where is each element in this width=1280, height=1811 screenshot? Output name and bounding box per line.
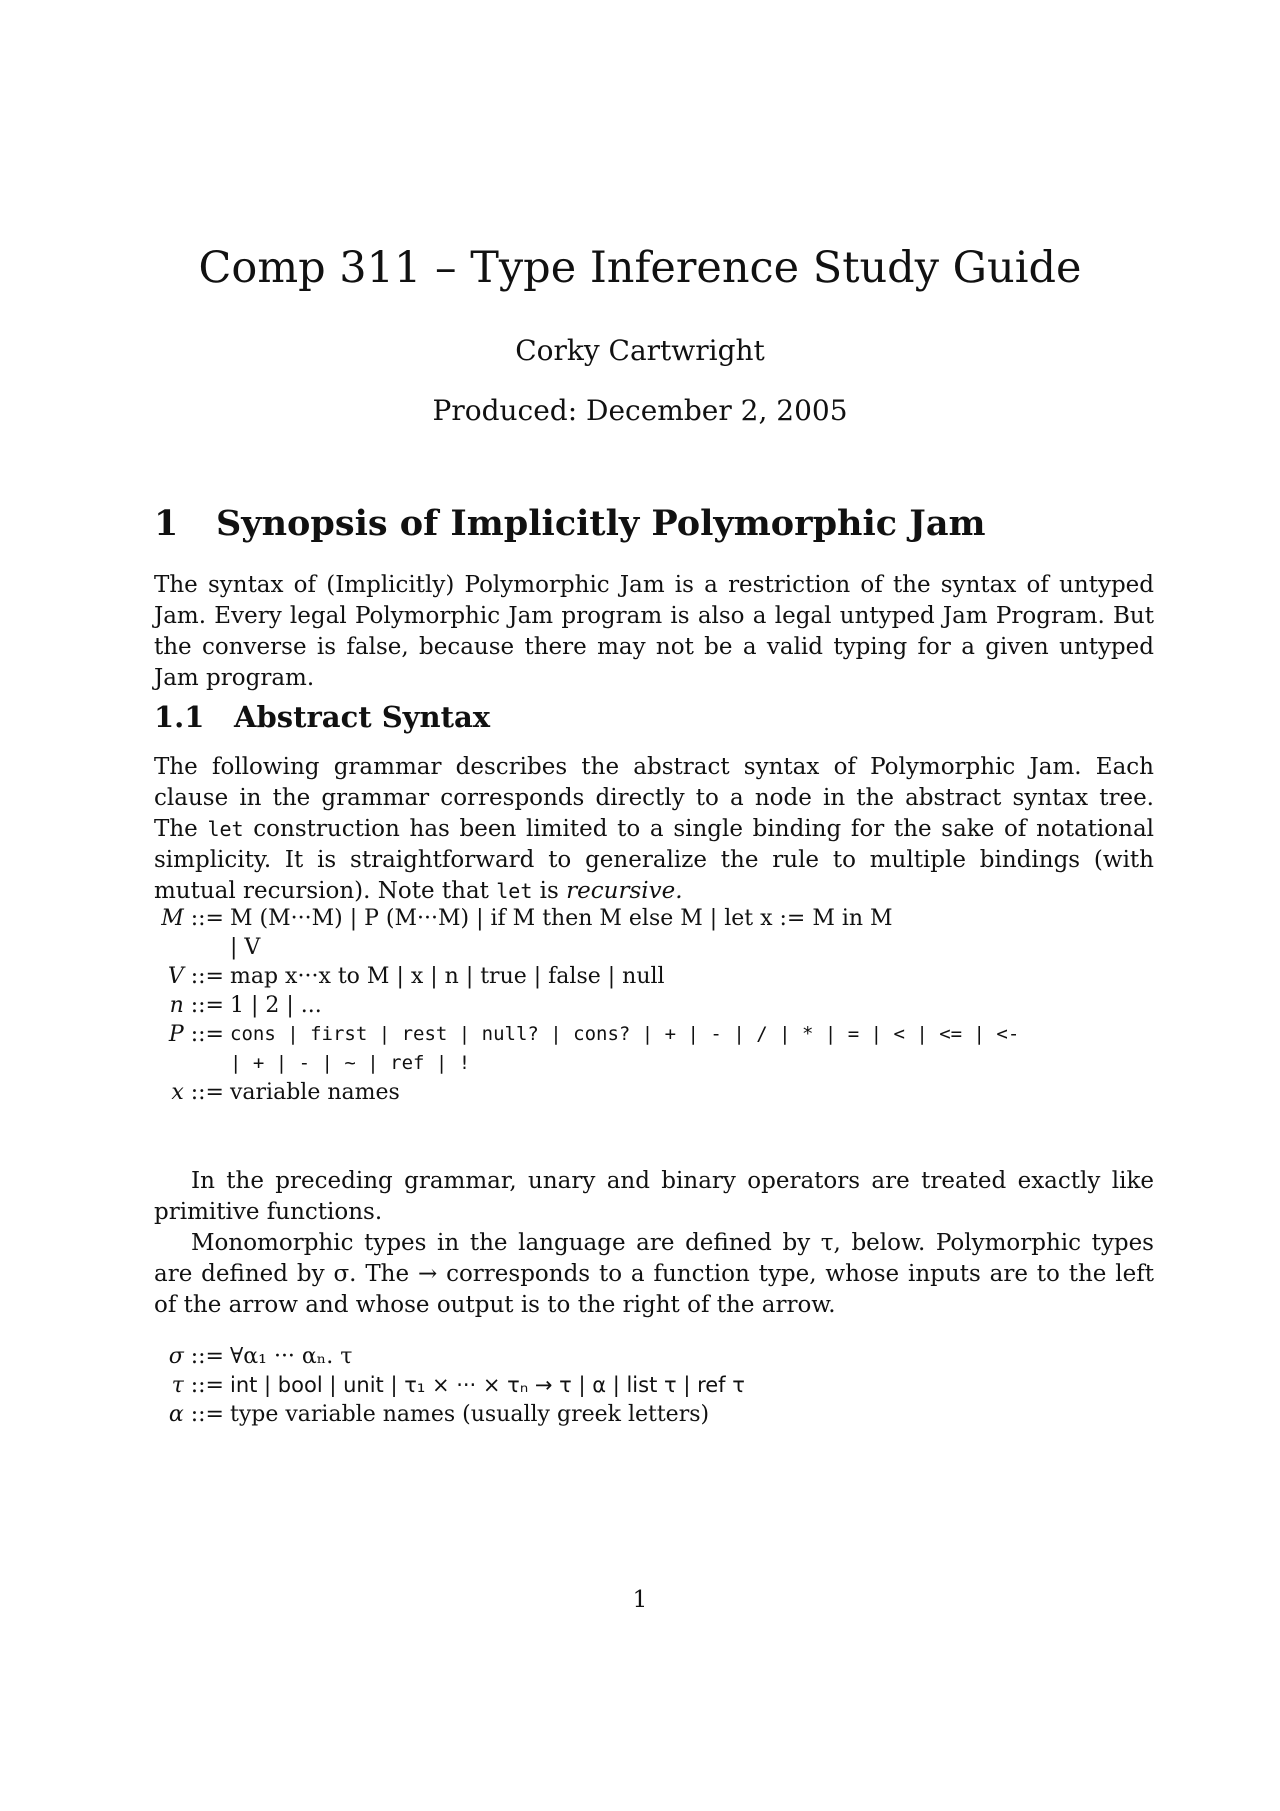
grammar-rhs-n: 1 | 2 | ... [230, 993, 322, 1018]
grammar-lhs-n: n [169, 993, 184, 1018]
keyword-let: let [207, 817, 244, 841]
type-rhs-alpha: type variable names (usually greek letters) [230, 1402, 710, 1427]
grammar-lhs-x: x [171, 1080, 184, 1105]
defsym: ::= [190, 906, 224, 931]
type-lhs-sigma: σ [168, 1344, 184, 1369]
defsym: ::= [190, 1402, 224, 1427]
grammar-rule-V [150, 962, 1150, 991]
section-intro-paragraph [154, 570, 1154, 694]
section-intro-text: The syntax of (Implicitly) Polymorphic Jam is a restriction of the syntax of untyped Jam. Every legal Polymorphic Jam program is also a legal untyped Jam Program. But the converse is false, because there may not be a valid typing for a given untyped Jam program. [154, 572, 1154, 691]
grammar-rule-x [150, 1078, 1150, 1107]
type-lhs-alpha: α [168, 1402, 184, 1427]
grammar-rule-M [150, 904, 1150, 933]
page-title: Comp 311 – Type Inference Study Guide [198, 243, 1082, 293]
operators-paragraph [154, 1166, 1154, 1321]
grammar-rule-P-cont [150, 1049, 1150, 1078]
grammar-rule-n [150, 991, 1150, 1020]
grammar-rhs-P: cons | first | rest | null? | cons? | + | - | / | * | = | < | <= | <- [230, 1023, 1020, 1045]
section-title: Synopsis of Implicitly Polymorphic Jam [216, 503, 986, 544]
grammar-lhs-P: P [168, 1022, 184, 1047]
grammar-rule-P [150, 1020, 1150, 1049]
types-intro-text: Monomorphic types in the language are defined by τ, below. Polymorphic types are defined by σ. The → corresponds to a function type, whose inputs are to the left of the arrow and whose output is to the right of the arrow. [154, 1230, 1154, 1318]
abstract-syntax-text-2: construction has been limited to a single binding for the sake of notational simplicity. It is straightforward to generalize the rule to multiple bindings (with mutual recursion). Note that [154, 816, 1155, 904]
defsym: ::= [190, 1344, 224, 1369]
type-grammar [150, 1342, 1150, 1429]
abstract-syntax-text-3: is [539, 878, 559, 904]
type-lhs-tau: τ [171, 1373, 184, 1398]
subsection-title: Abstract Syntax [234, 700, 491, 734]
defsym: ::= [190, 1022, 224, 1047]
recursive-emphasis: recursive. [566, 878, 683, 904]
keyword-let-2: let [496, 879, 533, 903]
defsym: ::= [190, 1080, 224, 1105]
grammar-rhs-M: M (M···M) | P (M···M) | if M then M else M | let x := M in M [230, 906, 893, 931]
type-rule-tau [150, 1371, 1150, 1400]
jam-grammar [150, 904, 1150, 1107]
abstract-syntax-text-1: The following grammar describes the abstract syntax of Polymorphic Jam. Each clause in the grammar corresponds directly to a node in the abstract syntax tree. The [154, 754, 1154, 842]
grammar-rhs-M-cont: | V [230, 935, 261, 960]
type-rule-alpha [150, 1400, 1150, 1429]
produced-date: Produced: December 2, 2005 [432, 394, 848, 427]
page-number: 1 [632, 1587, 648, 1613]
operators-text: In the preceding grammar, unary and binary operators are treated exactly like primitive functions. [154, 1168, 1154, 1225]
grammar-lhs-M: M [161, 906, 184, 931]
defsym: ::= [190, 964, 224, 989]
grammar-rule-M-cont [150, 933, 1150, 962]
type-rhs-tau: int | bool | unit | τ₁ × ··· × τₙ → τ | α | list τ | ref τ [230, 1373, 745, 1397]
defsym: ::= [190, 1373, 224, 1398]
section-number: 1 [154, 503, 179, 544]
grammar-rhs-V: map x···x to M | x | n | true | false | null [230, 964, 665, 989]
defsym: ::= [190, 993, 224, 1018]
grammar-rhs-P-cont: | + | - | ~ | ref | ! [230, 1052, 471, 1074]
subsection-number: 1.1 [154, 700, 205, 734]
type-rhs-sigma: ∀α₁ ··· αₙ. τ [230, 1344, 353, 1369]
type-rule-sigma [150, 1342, 1150, 1371]
grammar-rhs-x: variable names [230, 1080, 400, 1105]
author: Corky Cartwright [515, 334, 765, 367]
abstract-syntax-paragraph [154, 752, 1154, 907]
grammar-lhs-V: V [167, 964, 184, 989]
